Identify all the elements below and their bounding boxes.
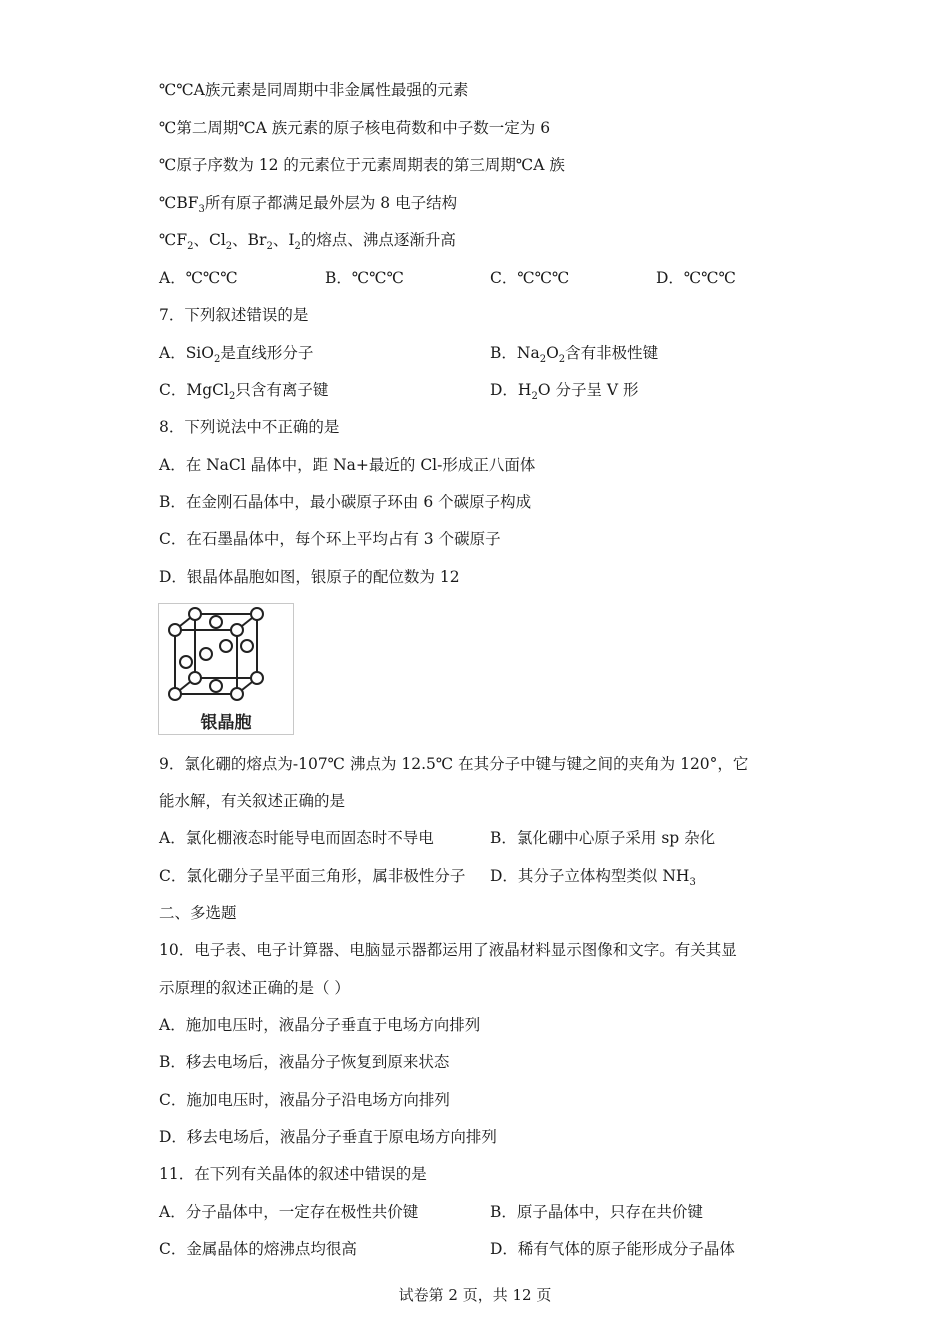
subscript: 2 (228, 391, 236, 402)
option-text: O (546, 344, 559, 362)
q10-stem-line-1: 10．电子表、电子计算器、电脑显示器都运用了液晶材料显示图像和文字。有关其显 (159, 941, 737, 959)
q7-option-d (490, 380, 639, 400)
q9-option-d (490, 866, 696, 886)
statement-4 (159, 193, 457, 213)
subscript: 2 (213, 354, 221, 365)
statement-3: ℃原子序数为 12 的元素位于元素周期表的第三周期℃A 族 (159, 156, 565, 174)
q6-option-d: D．℃℃℃ (656, 269, 736, 287)
q11-option-b: B．原子晶体中，只存在共价键 (490, 1203, 703, 1221)
q9-stem-line-1: 9．氯化硼的熔点为-107℃ 沸点为 12.5℃ 在其分子中键与键之间的夹角为 120°，它 (159, 755, 749, 773)
q6-option-a: A．℃℃℃ (159, 269, 238, 287)
subscript: 2 (187, 241, 194, 252)
q6-option-b: B．℃℃℃ (325, 269, 404, 287)
q8-option-c: C．在石墨晶体中，每个环上平均占有 3 个碳原子 (159, 530, 501, 548)
statement-5 (159, 230, 456, 250)
formula-part: 、Br (232, 231, 267, 249)
subscript: 2 (294, 241, 301, 252)
q8-stem: 8．下列说法中不正确的是 (159, 418, 340, 436)
q8-option-d: D．银晶体晶胞如图，银原子的配位数为 12 (159, 568, 460, 586)
q11-option-d: D．稀有气体的原子能形成分子晶体 (490, 1240, 735, 1258)
q9-option-a: A．氯化棚液态时能导电而固态时不导电 (159, 829, 434, 847)
option-text: C．MgCl (159, 381, 229, 399)
statement-4-tail: 所有原子都满足最外层为 8 电子结构 (204, 194, 458, 212)
option-text: 只含有离子键 (235, 381, 329, 399)
q10-option-c: C．施加电压时，液晶分子沿电场方向排列 (159, 1091, 450, 1109)
q10-stem-line-2: 示原理的叙述正确的是（ ） (159, 979, 350, 997)
subscript: 2 (531, 391, 538, 402)
q10-option-b: B．移去电场后，液晶分子恢复到原来状态 (159, 1053, 450, 1071)
page-footer: 试卷第 2 页，共 12 页 (398, 1286, 552, 1304)
subscript: 2 (539, 354, 547, 365)
option-text: A．SiO (159, 344, 214, 362)
q6-option-c: C．℃℃℃ (490, 269, 570, 287)
subscript: 3 (689, 877, 696, 888)
q7-option-c (159, 380, 328, 400)
option-text: D．其分子立体构型类似 NH (490, 867, 690, 885)
silver-unit-cell-figure (158, 603, 294, 735)
q9-stem-line-2: 能水解，有关叙述正确的是 (159, 792, 346, 810)
option-text: 含有非极性键 (565, 344, 659, 362)
formula-part: 、I (272, 231, 295, 249)
q11-stem: 11．在下列有关晶体的叙述中错误的是 (159, 1165, 427, 1183)
section-heading: 二、多选题 (159, 904, 237, 922)
option-text: 是直线形分子 (220, 344, 314, 362)
option-text: O 分子呈 V 形 (537, 381, 639, 399)
subscript: 2 (558, 354, 566, 365)
formula-part: ℃F (159, 231, 188, 249)
figure-caption: 银晶胞 (200, 713, 252, 733)
q8-option-a: A．在 NaCl 晶体中，距 Na+最近的 Cl-形成正八面体 (159, 456, 536, 474)
q9-option-b: B．氯化硼中心原子采用 sp 杂化 (490, 829, 716, 847)
q7-option-a (159, 343, 313, 363)
q10-option-d: D．移去电场后，液晶分子垂直于原电场方向排列 (159, 1128, 497, 1146)
statement-5-tail: 的熔点、沸点逐渐升高 (300, 231, 456, 249)
q9-option-c: C．氯化硼分子呈平面三角形，属非极性分子 (159, 867, 466, 885)
statement-1: ℃℃A族元素是同周期中非金属性最强的元素 (159, 81, 469, 99)
option-text: B．Na (490, 344, 540, 362)
statement-2: ℃第二周期℃A 族元素的原子核电荷数和中子数一定为 6 (159, 119, 551, 137)
q11-option-a: A．分子晶体中，一定存在极性共价键 (159, 1203, 419, 1221)
statement-4-text: ℃BF (159, 194, 199, 212)
q10-option-a: A．施加电压时，液晶分子垂直于电场方向排列 (159, 1016, 481, 1034)
subscript: 3 (198, 204, 205, 215)
option-text: D．H (490, 381, 532, 399)
q11-option-c: C．金属晶体的熔沸点均很高 (159, 1240, 357, 1258)
q7-option-b (490, 343, 658, 363)
formula-part: 、Cl (193, 231, 226, 249)
q8-option-b: B．在金刚石晶体中，最小碳原子环由 6 个碳原子构成 (159, 493, 532, 511)
subscript: 2 (225, 241, 233, 252)
unit-cell-diagram (159, 604, 293, 708)
q7-stem: 7．下列叙述错误的是 (159, 306, 309, 324)
subscript: 2 (266, 241, 273, 252)
